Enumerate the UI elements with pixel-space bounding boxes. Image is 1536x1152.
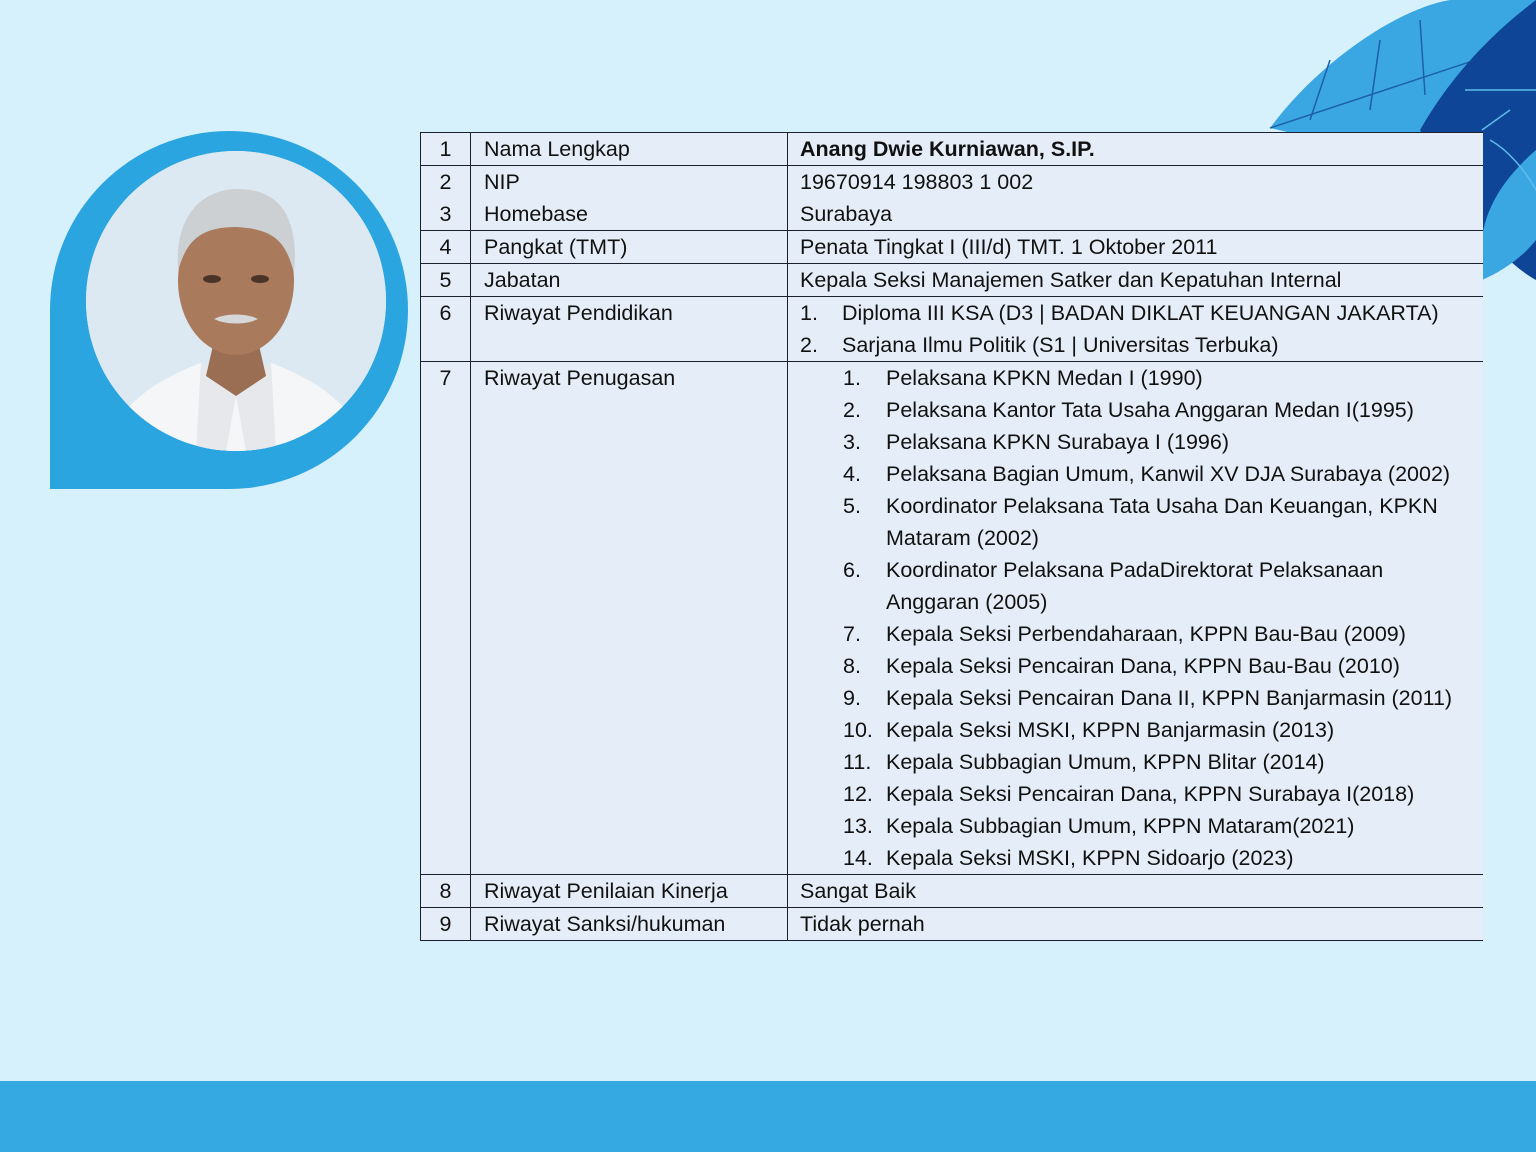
list-text: Kepala Seksi Pencairan Dana, KPPN Surabaya I(2018)	[886, 782, 1415, 806]
table-row	[421, 908, 1484, 941]
row-label: NIP	[471, 166, 788, 199]
list-index: 10.	[843, 718, 873, 742]
list-text: Kepala Seksi Pencairan Dana II, KPPN Banjarmasin (2011)	[886, 686, 1453, 710]
list-index: 6.	[843, 558, 861, 582]
list-text: Koordinator Pelaksana Tata Usaha Dan Keuangan, KPKN Mataram (2002)	[886, 494, 1438, 550]
list-index: 8.	[843, 654, 861, 678]
list-index: 14.	[843, 846, 873, 870]
list-text: Koordinator Pelaksana PadaDirektorat Pelaksanaan Anggaran (2005)	[886, 558, 1384, 614]
assignment-list	[800, 362, 1477, 874]
list-item	[843, 490, 1477, 554]
row-number: 3	[421, 198, 471, 231]
table-row	[421, 264, 1484, 297]
row-label: Homebase	[471, 198, 788, 231]
table-row	[421, 133, 1484, 166]
list-text: Kepala Seksi Pencairan Dana, KPPN Bau-Bau (2010)	[886, 654, 1400, 678]
row-number: 1	[421, 133, 471, 166]
list-item	[843, 458, 1477, 490]
table-row	[421, 231, 1484, 264]
position-value: Kepala Seksi Manajemen Satker dan Kepatuhan Internal	[788, 264, 1484, 297]
list-index: 1.	[800, 301, 818, 325]
assignment-cell	[788, 362, 1484, 875]
list-item	[843, 842, 1477, 874]
rank-value: Penata Tingkat I (III/d) TMT. 1 Oktober 2011	[788, 231, 1484, 264]
list-text: Pelaksana Kantor Tata Usaha Anggaran Medan I(1995)	[886, 398, 1414, 422]
row-number: 6	[421, 297, 471, 362]
list-text: Kepala Seksi Perbendaharaan, KPPN Bau-Bau (2009)	[886, 622, 1406, 646]
list-item	[843, 810, 1477, 842]
row-label: Nama Lengkap	[471, 133, 788, 166]
list-text: Pelaksana KPKN Surabaya I (1996)	[886, 430, 1230, 454]
list-item	[843, 394, 1477, 426]
table-row	[421, 166, 1484, 199]
table-row	[421, 198, 1484, 231]
list-text: Diploma III KSA (D3 | BADAN DIKLAT KEUANGAN JAKARTA)	[842, 301, 1439, 325]
list-index: 3.	[843, 430, 861, 454]
full-name-value: Anang Dwie Kurniawan, S.IP.	[788, 133, 1484, 166]
list-text: Kepala Subbagian Umum, KPPN Mataram(2021)	[886, 814, 1355, 838]
list-index: 5.	[843, 494, 861, 518]
row-label: Jabatan	[471, 264, 788, 297]
table-row	[421, 875, 1484, 908]
sanction-value: Tidak pernah	[788, 908, 1484, 941]
photo-frame	[50, 131, 408, 489]
list-text: Kepala Seksi MSKI, KPPN Sidoarjo (2023)	[886, 846, 1294, 870]
list-item	[800, 329, 1477, 361]
list-item	[843, 362, 1477, 394]
person-portrait-icon	[86, 151, 386, 451]
list-item	[843, 746, 1477, 778]
list-text: Kepala Seksi MSKI, KPPN Banjarmasin (2013)	[886, 718, 1335, 742]
list-index: 12.	[843, 782, 873, 806]
list-index: 4.	[843, 462, 861, 486]
list-item	[843, 650, 1477, 682]
row-label: Riwayat Penugasan	[471, 362, 788, 875]
row-number: 7	[421, 362, 471, 875]
list-item	[843, 426, 1477, 458]
row-number: 8	[421, 875, 471, 908]
table-row	[421, 297, 1484, 362]
row-number: 5	[421, 264, 471, 297]
list-item	[843, 778, 1477, 810]
nip-value: 19670914 198803 1 002	[788, 166, 1484, 199]
list-index: 13.	[843, 814, 873, 838]
row-number: 4	[421, 231, 471, 264]
list-text: Pelaksana Bagian Umum, Kanwil XV DJA Surabaya (2002)	[886, 462, 1451, 486]
list-text: Kepala Subbagian Umum, KPPN Blitar (2014)	[886, 750, 1325, 774]
list-index: 7.	[843, 622, 861, 646]
row-label: Riwayat Pendidikan	[471, 297, 788, 362]
performance-value: Sangat Baik	[788, 875, 1484, 908]
list-index: 1.	[843, 366, 861, 390]
list-item	[843, 618, 1477, 650]
list-item	[843, 682, 1477, 714]
list-item	[843, 714, 1477, 746]
list-text: Pelaksana KPKN Medan I (1990)	[886, 366, 1203, 390]
list-index: 2.	[800, 333, 818, 357]
bottom-band	[0, 1081, 1536, 1152]
table-row	[421, 362, 1484, 875]
row-label: Riwayat Penilaian Kinerja	[471, 875, 788, 908]
list-item	[800, 297, 1477, 329]
list-index: 11.	[843, 750, 872, 774]
list-item	[843, 554, 1477, 618]
profile-photo	[86, 151, 386, 451]
row-number: 9	[421, 908, 471, 941]
row-label: Riwayat Sanksi/hukuman	[471, 908, 788, 941]
row-number: 2	[421, 166, 471, 199]
row-label: Pangkat (TMT)	[471, 231, 788, 264]
homebase-value: Surabaya	[788, 198, 1484, 231]
education-cell	[788, 297, 1484, 362]
biodata-table	[420, 132, 1483, 941]
education-list	[800, 297, 1477, 361]
list-index: 2.	[843, 398, 861, 422]
list-index: 9.	[843, 686, 861, 710]
list-text: Sarjana Ilmu Politik (S1 | Universitas Terbuka)	[842, 333, 1279, 357]
